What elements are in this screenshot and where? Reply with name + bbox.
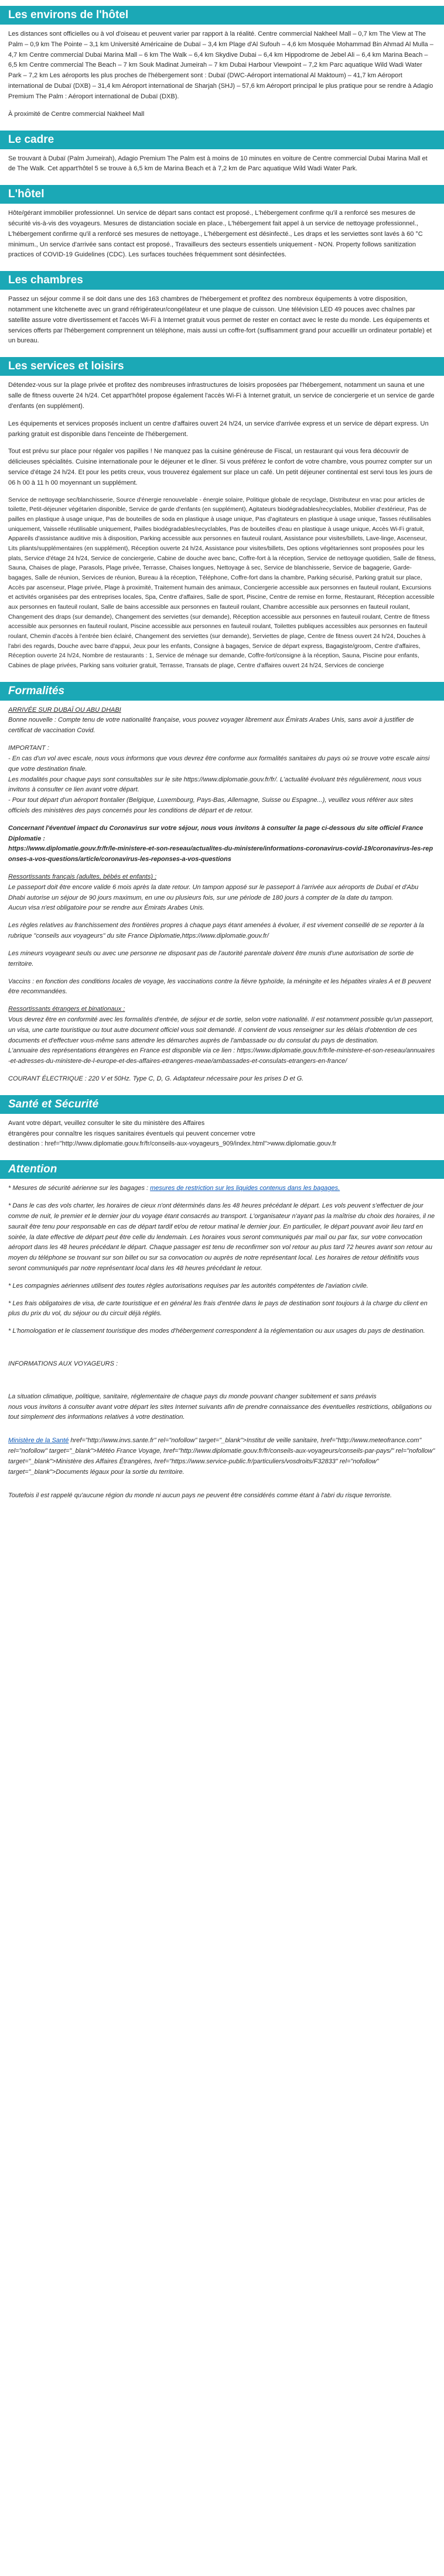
section-hotel [0,185,444,260]
services-text-2: Les équipements et services proposés incluent un centre d'affaires ouvert 24 h/24, un service d'arrivée express et un service de départ express. Un parking gratuit est disponible dans l'enceinte de l'hébergement. [8,420,429,438]
formalites-covid-link[interactable]: https://www.diplomatie.gouv.fr/fr/le-ministere-et-son-reseau/actualites-du-ministere/informations-coronavirus-covid-19/coronavirus-les-reponses-a-vos-questions/article/coronavirus-les-reponses-a-vos-questions [8,845,433,863]
section-title-hotel: L'hôtel [0,185,444,204]
environs-text: Les distances sont officielles ou à vol d'oiseau et peuvent varier par rapport à la réalité. Centre commercial Nakheel Mall – 0,7 km The View at The Palm – 0,9 km The Pointe – 3,1 km Université Américaine de Dubaï – 3,4 km Plage d'Al Sufouh – 4,6 km Mosquée Mohammad Bin Ahmad Al Mulla – 4,7 km Centre commercial Dubai Marina Mall – 6 km The Walk – 6,4 km Skydive Dubai – 6,4 km Hippodrome de Jebel Ali – 6,4 km Marina Beach – 6,5 km Centre commercial The Beach – 7 km Souk Madinat Jumeirah – 7 km Dubai Harbour Viewpoint – 7,2 km Parc aquatique Wild Wadi Water Park – 7,2 km Les aéroports les plus proches de l'hébergement sont : Dubaï (DWC-Aéroport international Al Maktoum) – 41,7 km Aéroport international de Dubaï (DXB) – 31,4 km Aéroport international de Sharjah (SHJ) – 57,6 km Aéroport principal le plus pratique pour se rendre à Adagio Premium The Palm : Aéroport international de Dubaï (DXB). [8,30,433,100]
cadre-text: Se trouvant à Dubaï (Palm Jumeirah), Adagio Premium The Palm est à moins de 10 minutes en voiture de Centre commercial Dubai Marina Mall et de The Walk. Cet appart'hôtel 5 se trouve à 6,5 km de Marina Beach et à 7,2 km de Parc aquatique Wild Wadi Water Park. [8,155,428,173]
attention-links [8,1436,436,1477]
section-chambres [0,271,444,347]
section-environs [0,6,444,120]
attention-item-4: * Les frais obligatoires de visa, de carte touristique et en général les frais d'entrée dans le pays de destination sont toujours à la charge du client en plus du prix du vol, du séjour ou du circuit déjà réglés. [8,1299,428,1318]
attention-infos-text-1: La situation climatique, politique, sanitaire, réglementaire de chaque pays du monde pouvant changer subitement et sans préavis [8,1392,377,1400]
sante-text-3: destination : href="http://www.diplomatie.gouv.fr/fr/conseils-aux-voyageurs_909/index.html">www.diplomatie.gouv.fr [8,1140,337,1148]
attention-item-2: * Dans le cas des vols charter, les horaires de cieux n'ont déterminés dans les 48 heures précédant le départ. Les vols peuvent s'effectuer de jour comme de nuit, le premier et le dernier jour du voyage étant consacrés au transport. L'organisateur n'ayant pas la maîtrise du choix des horaires, il ne saurait être tenu pour responsable en cas de départ tardif et/ou de retour matinal le dernier jour. En particulier, le départ pouvant avoir lieu tard en soirée, la date effective de départ peut être celle du lendemain. Les horaires vous seront communiqués par mail ou par fax, sur votre convocation aéroport dans les 48 heures précédant le départ. Chaque passager est tenu de reconfirmer son vol retour au plus tard 72 heures avant son retour au moyen du téléphone se trouvant sur son billet ou sur sa convocation ou auprès de notre représentant local. Les horaires de retour définitifs vous seront communiqués par notre représentant local dans les 48 heures précédant le retour. [8,1202,435,1272]
services-text-3: Tout est prévu sur place pour régaler vos papilles ! Ne manquez pas la cuisine généreuse de Fiscal, un restaurant qui vous fera découvrir de délicieuses spécialités. Cuisine internationale pour le déjeuner et le dîner. Si vous préférez le confort de votre chambre, vous pourrez compter sur un service d'étage 24 h/24. Et pour les petits creux, vous trouverez également sur place un café. Un petit déjeuner continental est servi tous les jours de 06 h 00 à 11 h 00 moyennant un supplément. [8,448,433,486]
formalites-text-4: - Pour tout départ d'un aéroport frontalier (Belgique, Luxembourg, Pays-Bas, Allemagne, Suisse ou Espagne...), veuillez vous référer aux sites officiels des ministères des pays concernés pour les conditions de départ et de retour. [8,797,414,814]
formalites-text-1: Bonne nouvelle : Compte tenu de votre nationalité française, vous pouvez voyager librement aux Émirats Arabes Unis, sans avoir à justifier de certificat de vaccination Covid. [8,716,414,735]
section-title-attention: Attention [0,1160,444,1179]
section-title-environs: Les environs de l'hôtel [0,6,444,25]
section-formalites [0,682,444,1085]
section-attention [0,1160,444,1501]
attention-links-text: href="http://www.invs.sante.fr" rel="nofollow" target="_blank">Institut de veille sanitaire, href="http://www.meteofrance.com" rel="nofollow" target="_blank">Météo France Voyage, href="http://www.diplomatie.gouv.fr/fr/conseils-aux-voyageurs/conseils-par-pays/" rel="nofollow" target="_blank">Ministère des Affaires Étrangères, href="https://www.service-public.fr/particuliers/vosdroits/F32833" rel="nofollow" target="_blank">Documents légaux pour la sortie du territoire. [8,1437,435,1476]
sante-text-2: étrangères pour connaître les risques sanitaires éventuels qui peuvent concerner votre [8,1130,255,1137]
environs-nearby: À proximité de Centre commercial Nakheel Mall [8,110,145,118]
formalites-text-8: Les mineurs voyageant seuls ou avec une personne ne disposant pas de l'autorité parentale doivent être munis d'une autorisation de sortie de territoire. [8,949,414,968]
attention-terrorism-note: Toutefois il est rappelé qu'aucune région du monde ni aucun pays ne peuvent être considérés comme étant à l'abri du risque terroriste. [8,1491,392,1499]
section-title-formalites: Formalités [0,682,444,701]
section-sante [0,1095,444,1150]
formalites-heading-important: IMPORTANT : [8,745,49,752]
services-amenities-list: Service de nettoyage sec/blanchisserie, Source d'énergie renouvelable - énergie solaire, Politique globale de recyclage, Distributeur en vrac pour articles de toilette, Petit-déjeuner végétarien disponible, Service de garde d'enfants (en supplément), Agitateurs biodégradables/recyclables, Mobilier d'extérieur, Pas de pailles en plastique à usage unique, Pas de bouteilles de soda en plastique à usage unique, Pas d'agitateurs en plastique à usage unique, Tasses réutilisables uniquement, Vaisselle réutilisable uniquement, Pailles biodégradables/recyclables, Pas de bouteilles d'eau en plastique à usage unique, Accès Wi-Fi gratuit, Appareils d'assistance auditive mis à disposition, Parking accessible aux personnes en fauteuil roulant, Assistance pour visites/billets, Lave-linge, Ascenseur, Lits pliants/supplémentaires (en supplément), Réception ouverte 24 h/24, Assistance pour visites/billets, Des options végétariennes sont proposées pour les plats, Service d'étage 24 h/24, Service de conciergerie, Cabine de douche avec banc, Coffre-fort à la réception, Service de nettoyage quotidien, Salle de fitness, Sauna, Chaises de plage, Parasols, Plage privée, Terrasse, Chaises longues, Nettoyage à sec, Service de blanchisserie, Service de bagagerie, Garde-bagages, Salle de réunion, Services de réunion, Bureau à la réception, Téléphone, Coffre-fort dans la chambre, Parking sécurisé, Parking gratuit sur place, Accès par ascenseur, Plage privée, Plage à proximité, Traitement humain des animaux, Conciergerie accessible aux personnes en fauteuil roulant, Excursions et activités organisées par des entreprises locales, Spa, Centre d'affaires, Salle de sport, Piscine, Centre de remise en forme, Restaurant, Réception accessible aux personnes en fauteuil roulant, Salle de bains accessible aux personnes en fauteuil roulant, Chambre accessible aux personnes en fauteuil roulant, Changement des draps (sur demande), Changement des serviettes (sur demande), Réception accessible aux personnes en fauteuil roulant, Centre de fitness accessible aux personnes en fauteuil roulant, Piscine accessible aux personnes en fauteuil roulant, Toilettes publiques accessibles aux personnes en fauteuil roulant, Chemin d'accès à l'entrée bien éclairé, Changement des serviettes (sur demande), Serviettes de plage, Centre de fitness ouvert 24 h/24, Douches à l'abri des regards, Douche avec barre d'appui, Jeux pour les enfants, Consigne à bagages, Service de départ express, Bagagiste/groom, Centre d'affaires, Réception ouverte 24 h/24, Nombre de restaurants : 1, Service de ménage sur demande, Coffre-fort/consigne à la réception, Sauna, Piscine pour enfants, Cabines de plage privées, Parking sans voiturier gratuit, Terrasse, Transats de plage, Centre d'affaires ouvert 24 h/24, Services de concierge [8,496,436,669]
formalites-courant: COURANT ÉLECTRIQUE : 220 V et 50Hz. Type C, D, G. Adaptateur nécessaire pour les prises D et G. [8,1075,304,1083]
formalites-heading-etrangers: Ressortissants étrangers et binationaux : [8,1006,125,1013]
attention-item-1-text: * Mesures de sécurité aérienne sur les bagages : [8,1185,151,1192]
attention-infos-heading: INFORMATIONS AUX VOYAGEURS : [8,1360,118,1368]
section-cadre [0,131,444,175]
services-text-1: Détendez-vous sur la plage privée et profitez des nombreuses infrastructures de loisirs proposées par l'hébergement, notamment un sauna et une salle de fitness ouverte 24 h/24. Cet appart'hôtel propose également l'accès Wi-Fi à Internet gratuit, un service de conciergerie et un service de garde d'enfants (en supplément). [8,382,435,410]
section-title-sante: Santé et Sécurité [0,1095,444,1114]
formalites-text-6: Aucun visa n'est obligatoire pour se rendre aux Émirats Arabes Unis. [8,904,204,912]
formalites-text-10: Vous devrez être en conformité avec les formalités d'entrée, de séjour et de sortie, selon votre nationalité. Il est notamment possible qu'un passeport, un visa, une carte touristique ou tout autre document officiel vous soit demandé. Il convient de vous renseigner sur les délais d'obtention de ces documents et d'effectuer vous-même sans attendre les démarches auprès de l'ambassade ou du consulat du pays de destination. [8,1016,433,1044]
attention-item-3: * Les compagnies aériennes utilisent des toutes règles autorisations requises par les autorités compétentes de l'aviation civile. [8,1282,368,1289]
hotel-text: Hôte/gérant immobilier professionnel. Un service de départ sans contact est proposé., L'hébergement confirme qu'il a renforcé ses mesures de sécurité vis-à-vis des voyageurs. Mesures de distanciation sociale en place., L'hébergement fait appel à un service de nettoyage professionnel., L'hébergement confirme qu'il a renforcé ses mesures de nettoyage., L'hébergement est désinfecté., Les draps et les serviettes sont lavés à 60 °C minimum., Un service d'arrivée sans contact est proposé., Travailleurs des secteurs essentiels uniquement - NON. Property follows sanitization practices of COVID-19 Guidelines (CDC). Les surfaces touchées fréquemment sont désinfectées. [8,210,423,259]
section-title-chambres: Les chambres [0,271,444,290]
formalites-heading-arrivee: ARRIVÉE SUR DUBAÏ OU ABU DHABI [8,706,121,714]
ministere-sante-link[interactable]: Ministère de la Santé [8,1437,69,1445]
attention-item-1 [8,1184,436,1194]
formalites-text-9: Vaccins : en fonction des conditions locales de voyage, les vaccinations contre la fièvre typhoïde, la méningite et les hépatites virales A et B peuvent être recommandées. [8,977,431,996]
formalites-text-2: - En cas d'un vol avec escale, nous vous informons que vous devrez être conforme aux formalités sanitaires du pays où se trouve votre escale ainsi que votre destination finale. [8,754,430,773]
section-title-cadre: Le cadre [0,131,444,149]
formalites-covid-note: Concernant l'éventuel impact du Coronavirus sur votre séjour, nous vous invitons à consulter la page ci-dessous du site officiel France Diplomatie : [8,824,423,842]
chambres-text: Passez un séjour comme il se doit dans une des 163 chambres de l'hébergement et profitez des nombreux équipements à votre disposition, notamment une kitchenette avec un grand réfrigérateur/congélateur et une plaque de cuisson. Une télévision LED 49 pouces avec chaînes par satellite assure votre divertissement et l'accès Wi-Fi à Internet gratuit vous permet de rester en contact avec le reste du monde. Les équipements et services offerts par l'hébergement comprennent un téléphone, mais aussi un coffre-fort (suffisamment grand pour accueillir un ordinateur portable) et un bureau. [8,296,432,345]
formalites-heading-francais: Ressortissants français (adultes, bébés et enfants) : [8,873,157,881]
sante-text-1: Avant votre départ, veuillez consulter le site du ministère des Affaires [8,1119,205,1127]
attention-infos-text-2: nous vous invitons à consulter avant votre départ les sites Internet suivants afin de prendre connaissance des éventuelles restrictions, obligations ou tout simplement des informations relatives à votre destination. [8,1403,432,1421]
formalites-text-3: Les modalités pour chaque pays sont consultables sur le site https://www.diplomatie.gouv.fr/fr/. L'actualité évoluant très régulièrement, nous vous invitons à consulter ce lien avant votre départ. [8,776,422,794]
section-services [0,357,444,671]
formalites-text-11: L'annuaire des représentations étrangères en France est disponible via ce lien : https://www.diplomatie.gouv.fr/fr/le-ministere-et-son-reseau/annuaires-et-adresses-du-ministere-de-l-europe-et-des-affaires-etrangeres-meae/ambassades-et-consulats-etrangers-en-france/ [8,1047,435,1065]
liquids-restriction-link[interactable]: mesures de restriction sur les liquides contenus dans les bagages. [150,1185,340,1192]
formalites-text-7: Les règles relatives au franchissement des frontières propres à chaque pays étant amenées à évoluer, il est vivement conseillé de se reporter à la rubrique "conseils aux voyageurs" du site France Diplomatie,https://www.diplomatie.gouv.fr/ [8,922,424,940]
section-title-services: Les services et loisirs [0,357,444,376]
formalites-text-5: Le passeport doit être encore valide 6 mois après la date retour. Un tampon apposé sur le passeport à l'arrivée aux aéroports de Dubaï et d'Abu Dhabi autorise un séjour de 90 jours maximum, en une ou plusieurs fois, sur une période de 180 jours à compter de la date du tampon. [8,883,419,901]
attention-item-5: * L'homologation et le classement touristique des modes d'hébergement correspondent à la réglementation ou aux usages du pays de destination. [8,1328,425,1335]
